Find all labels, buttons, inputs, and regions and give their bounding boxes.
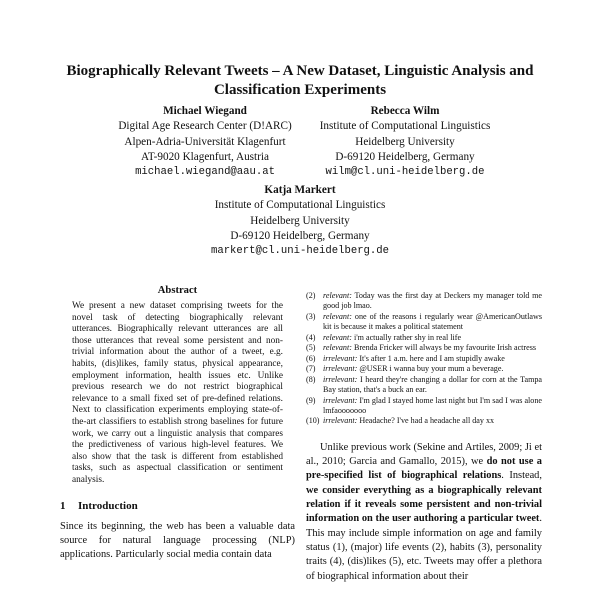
right-column: [306, 291, 542, 584]
author-name: Michael Wiegand: [163, 105, 247, 117]
example-label: irrelevant:: [323, 374, 358, 384]
author-affiliation: Digital Age Research Center (D!ARC): [118, 120, 292, 133]
example-number: (5): [306, 343, 316, 353]
author-affiliation: Alpen-Adria-Universität Klagenfurt: [124, 135, 286, 148]
example-label: relevant:: [323, 332, 352, 342]
para-bold-text: do not use a pre-specified list of biographical relations: [306, 456, 542, 482]
example-text: It's after 1 a.m. here and I am stupidly awake: [359, 353, 505, 363]
title-line-2: Classification Experiments: [213, 82, 387, 98]
example-text: i'm actually rather shy in real life: [353, 332, 462, 342]
author-address: D-69120 Heidelberg, Germany: [335, 150, 475, 163]
example-item: [306, 312, 542, 333]
example-item: [306, 364, 542, 374]
example-item: [306, 343, 542, 353]
example-item: [306, 416, 542, 426]
example-text: one of the reasons i regularly wear @AmericanOutlaws kit is because it makes a political statement: [323, 311, 542, 332]
author-name: Katja Markert: [264, 184, 336, 196]
example-label: irrelevant:: [323, 416, 358, 426]
para-text: . Instead,: [501, 470, 542, 482]
para-text: . This may include simple information on age and family status (1), (major) life events (2), habits (3), personality traits (4), (dis)likes (5), etc. Tweets may offer a plethora of biographical information about their: [306, 513, 542, 582]
para-text: Unlike previous work (Sekine and Artiles, 2009; Ji et al., 2010; Garcia and Gamallo, 2015), we: [306, 441, 542, 468]
author-address: AT-9020 Klagenfurt, Austria: [141, 150, 269, 163]
section-title: Introduction: [78, 499, 138, 512]
example-label: irrelevant:: [323, 353, 358, 363]
para-bold-text: we consider everything as a biographically relevant relation if it reveals some persistent and non-trivial information on the user authoring a particular tweet: [306, 484, 542, 525]
section-heading-introduction: [60, 500, 295, 512]
author-block-3: [180, 183, 420, 259]
author-name: Rebecca Wilm: [370, 105, 440, 117]
author-block-2: [285, 104, 525, 180]
body-paragraph: [306, 441, 542, 584]
author-affiliation: Heidelberg University: [355, 135, 455, 148]
section-number: 1: [60, 499, 66, 512]
example-number: (4): [306, 332, 316, 342]
example-label: relevant:: [323, 291, 352, 300]
paper-title: [40, 62, 560, 100]
example-number: (9): [306, 395, 316, 405]
example-text: Today was the first day at Deckers my manager told me good job lmao.: [323, 291, 542, 311]
example-item: [306, 375, 542, 396]
example-text: Headache? I've had a headache all day xx: [359, 416, 495, 426]
example-label: relevant:: [323, 343, 352, 353]
author-affiliation: Institute of Computational Linguistics: [214, 199, 386, 212]
title-line-1: Biographically Relevant Tweets – A New Dataset, Linguistic Analysis and: [66, 63, 534, 79]
author-address: D-69120 Heidelberg, Germany: [230, 229, 370, 242]
author-email: michael.wiegand@aau.at: [135, 166, 275, 179]
example-label: relevant:: [323, 311, 352, 321]
author-email: markert@cl.uni-heidelberg.de: [210, 245, 389, 258]
left-column: [60, 285, 295, 562]
example-text: I'm glad I stayed home last night but I'm sad I was alone lmfaooooooo: [323, 395, 542, 415]
example-number: (7): [306, 364, 316, 374]
example-text: Brenda Fricker will always be my favourite Irish actress: [353, 343, 537, 353]
example-label: irrelevant:: [323, 364, 358, 374]
example-number: (8): [306, 374, 316, 384]
author-affiliation: Heidelberg University: [250, 214, 350, 227]
example-item: [306, 354, 542, 364]
example-text: @USER i wanna buy your mum a beverage.: [359, 364, 504, 374]
example-number: (2): [306, 291, 316, 300]
abstract-text: We present a new dataset comprising tweets for the novel task of detecting biographically relevant utterances. Biographically relevant utterances are all those utterances that reveal some persistent and non-trivial information about the author of a tweet, e.g. habits, (dis)likes, family status, physical appearance, employment information, health issues etc. Unlike previous research we do not restrict biographical relevance to a small fixed set of pre-defined relations. Next to classification experiments employing state-of-the-art classifiers to establish strong baselines for future work, we carry out a linguistic analysis that compares the predictiveness of various high-level features. We also show that the task is different from established tasks, such as aspectual classification or sentiment analysis.: [72, 301, 283, 485]
abstract-heading: Abstract: [157, 285, 198, 296]
example-item: [306, 291, 542, 312]
author-affiliation: Institute of Computational Linguistics: [319, 120, 491, 133]
example-item: [306, 396, 542, 417]
example-list: [306, 291, 542, 427]
example-label: irrelevant:: [323, 395, 358, 405]
introduction-text: Since its beginning, the web has been a valuable data source for natural language processing (NLP) applications. Particularly social media contain data: [60, 520, 295, 560]
example-number: (6): [306, 353, 316, 363]
example-number: (3): [306, 311, 316, 321]
example-item: [306, 333, 542, 343]
author-email: wilm@cl.uni-heidelberg.de: [325, 166, 485, 179]
example-text: I heard they're changing a dollar for corn at the Tampa Bay station, that's a buck an ear.: [323, 374, 543, 395]
example-number: (10): [306, 416, 320, 426]
